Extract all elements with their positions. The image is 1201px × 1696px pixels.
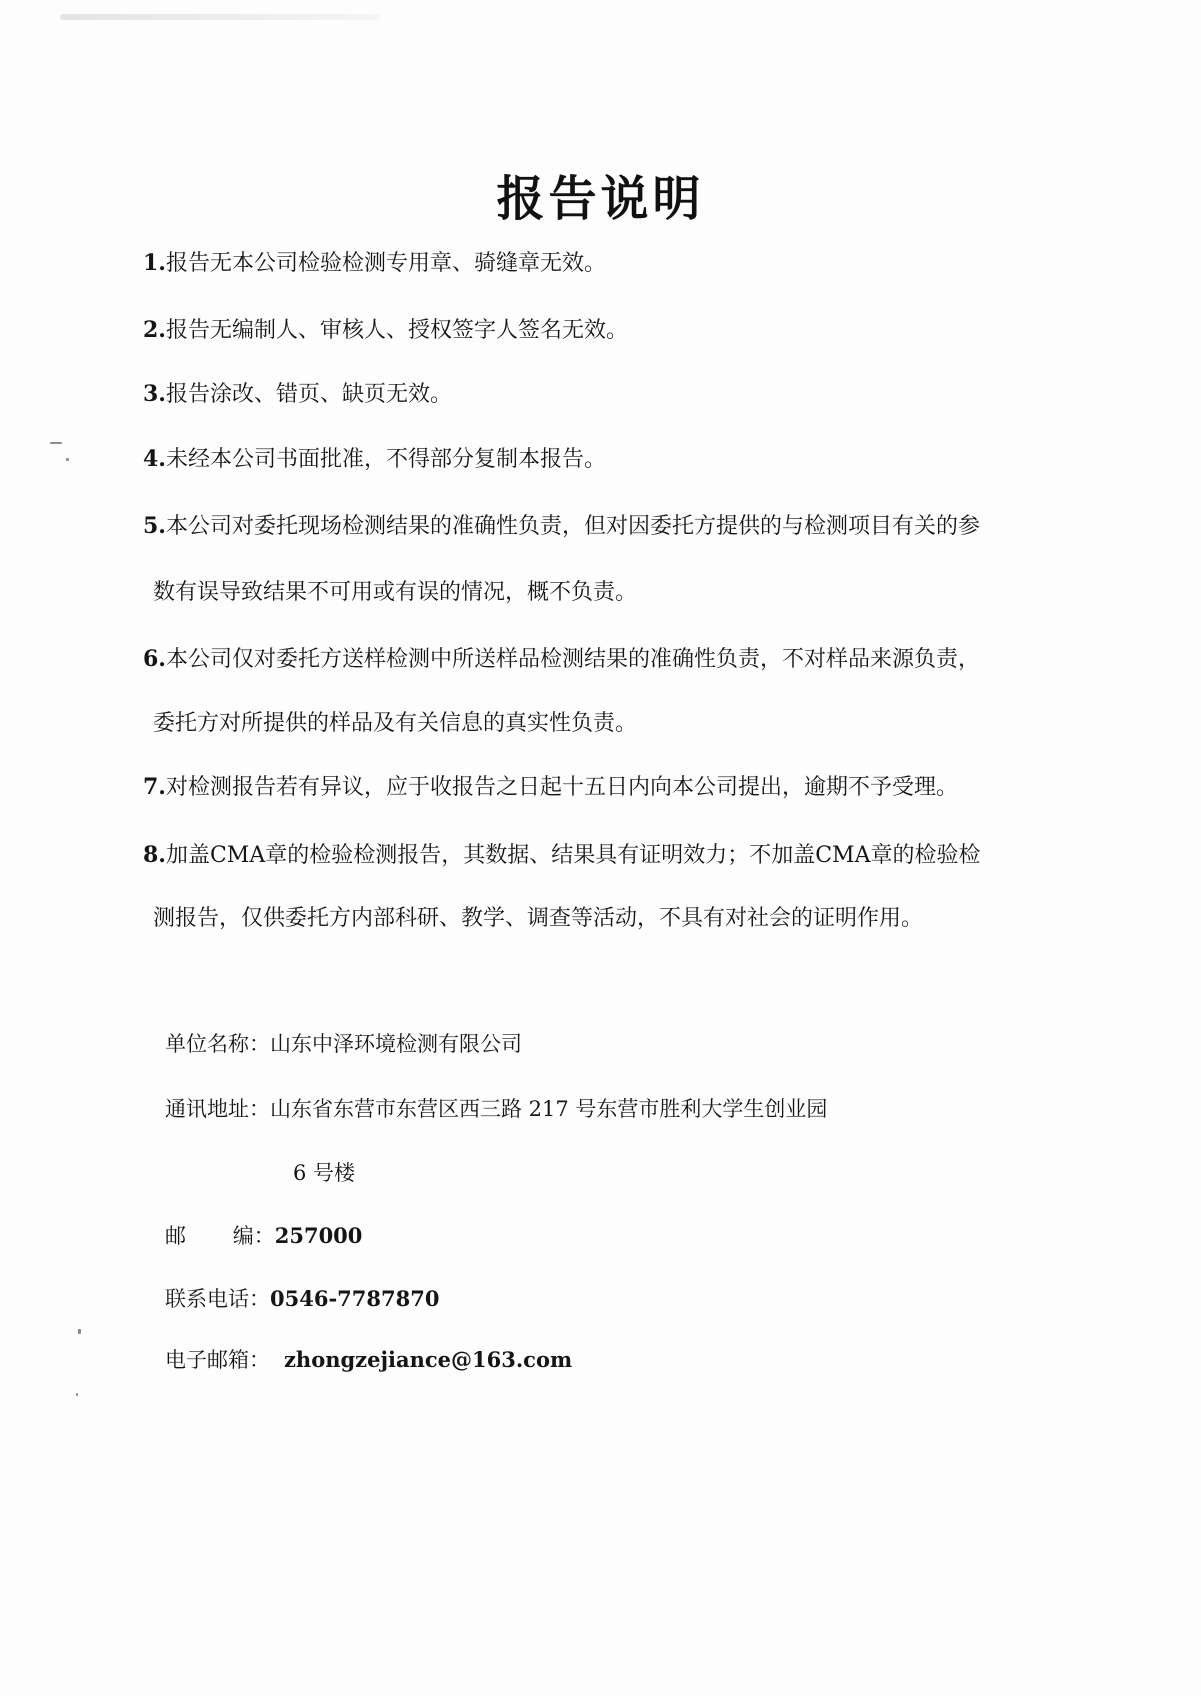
email-value: zhongzejiance@163.com — [284, 1347, 573, 1372]
notice-item-6-continuation — [153, 709, 637, 739]
notice-item-1 — [143, 248, 606, 279]
notice-item-text: 报告涂改、错页、缺页无效。 — [165, 382, 452, 407]
notice-item-7 — [143, 772, 958, 803]
notice-item-text: 本公司对委托现场检测结果的准确性负责，但对因委托方提供的与检测项目有关的参 — [165, 514, 980, 539]
notice-item-2 — [143, 315, 628, 346]
notice-item-number: 1. — [143, 250, 166, 276]
scan-speck — [76, 1393, 78, 1396]
company-name-row — [165, 1029, 522, 1059]
notice-item-number: 4. — [143, 446, 166, 472]
postcode-row — [165, 1221, 362, 1251]
address-row — [165, 1094, 827, 1124]
notice-item-number: 5. — [143, 513, 166, 539]
notice-item-text: 数有误导致结果不可用或有误的情况，概不负责。 — [153, 580, 638, 605]
address-label: 通讯地址： — [165, 1097, 270, 1121]
scan-artifact-strip — [60, 14, 380, 20]
notice-item-8-continuation — [153, 904, 923, 934]
scan-speck — [78, 1329, 81, 1334]
company-name-value: 山东中泽环境检测有限公司 — [270, 1032, 522, 1056]
notice-item-3 — [143, 379, 452, 410]
email-row — [165, 1345, 572, 1375]
notice-item-4 — [143, 444, 606, 475]
notice-item-text: 加盖CMA章的检验检测报告，其数据、结果具有证明效力；不加盖CMA章的检验检 — [165, 843, 981, 868]
phone-row — [165, 1284, 439, 1314]
company-name-label: 单位名称： — [165, 1032, 270, 1056]
postcode-label: 邮 编： — [165, 1224, 275, 1248]
address-row-continuation — [293, 1158, 355, 1188]
notice-item-number: 6. — [143, 646, 166, 672]
notice-item-text: 对检测报告若有异议，应于收报告之日起十五日内向本公司提出，逾期不予受理。 — [165, 775, 958, 800]
notice-item-5-continuation — [153, 578, 637, 608]
notice-item-text: 本公司仅对委托方送样检测中所送样品检测结果的准确性负责，不对样品来源负责， — [165, 647, 980, 672]
scan-speck — [50, 442, 62, 444]
notice-item-text: 测报告，仅供委托方内部科研、教学、调查等活动，不具有对社会的证明作用。 — [153, 906, 924, 931]
phone-label: 联系电话： — [165, 1287, 270, 1311]
page-title: 报告说明 — [496, 171, 705, 227]
notice-item-number: 2. — [143, 317, 166, 343]
notice-item-text: 报告无本公司检验检测专用章、骑缝章无效。 — [165, 251, 606, 276]
email-label: 电子邮箱： — [165, 1348, 270, 1372]
notice-item-number: 8. — [143, 842, 166, 868]
postcode-value: 257000 — [274, 1223, 363, 1248]
notice-item-text: 报告无编制人、审核人、授权签字人签名无效。 — [165, 318, 628, 343]
notice-item-number: 7. — [143, 774, 166, 800]
address-value: 山东省东营市东营区西三路 217 号东营市胜利大学生创业园 — [270, 1097, 828, 1121]
notice-item-6 — [143, 644, 980, 675]
notice-item-5 — [143, 511, 980, 542]
phone-value: 0546-7787870 — [270, 1286, 440, 1311]
notice-item-number: 3. — [143, 381, 166, 407]
scan-speck — [66, 458, 69, 461]
notice-item-text: 委托方对所提供的样品及有关信息的真实性负责。 — [153, 711, 638, 736]
address-value-line-2: 6 号楼 — [293, 1161, 356, 1185]
notice-item-8 — [143, 840, 980, 871]
notice-item-text: 未经本公司书面批准，不得部分复制本报告。 — [165, 447, 606, 472]
